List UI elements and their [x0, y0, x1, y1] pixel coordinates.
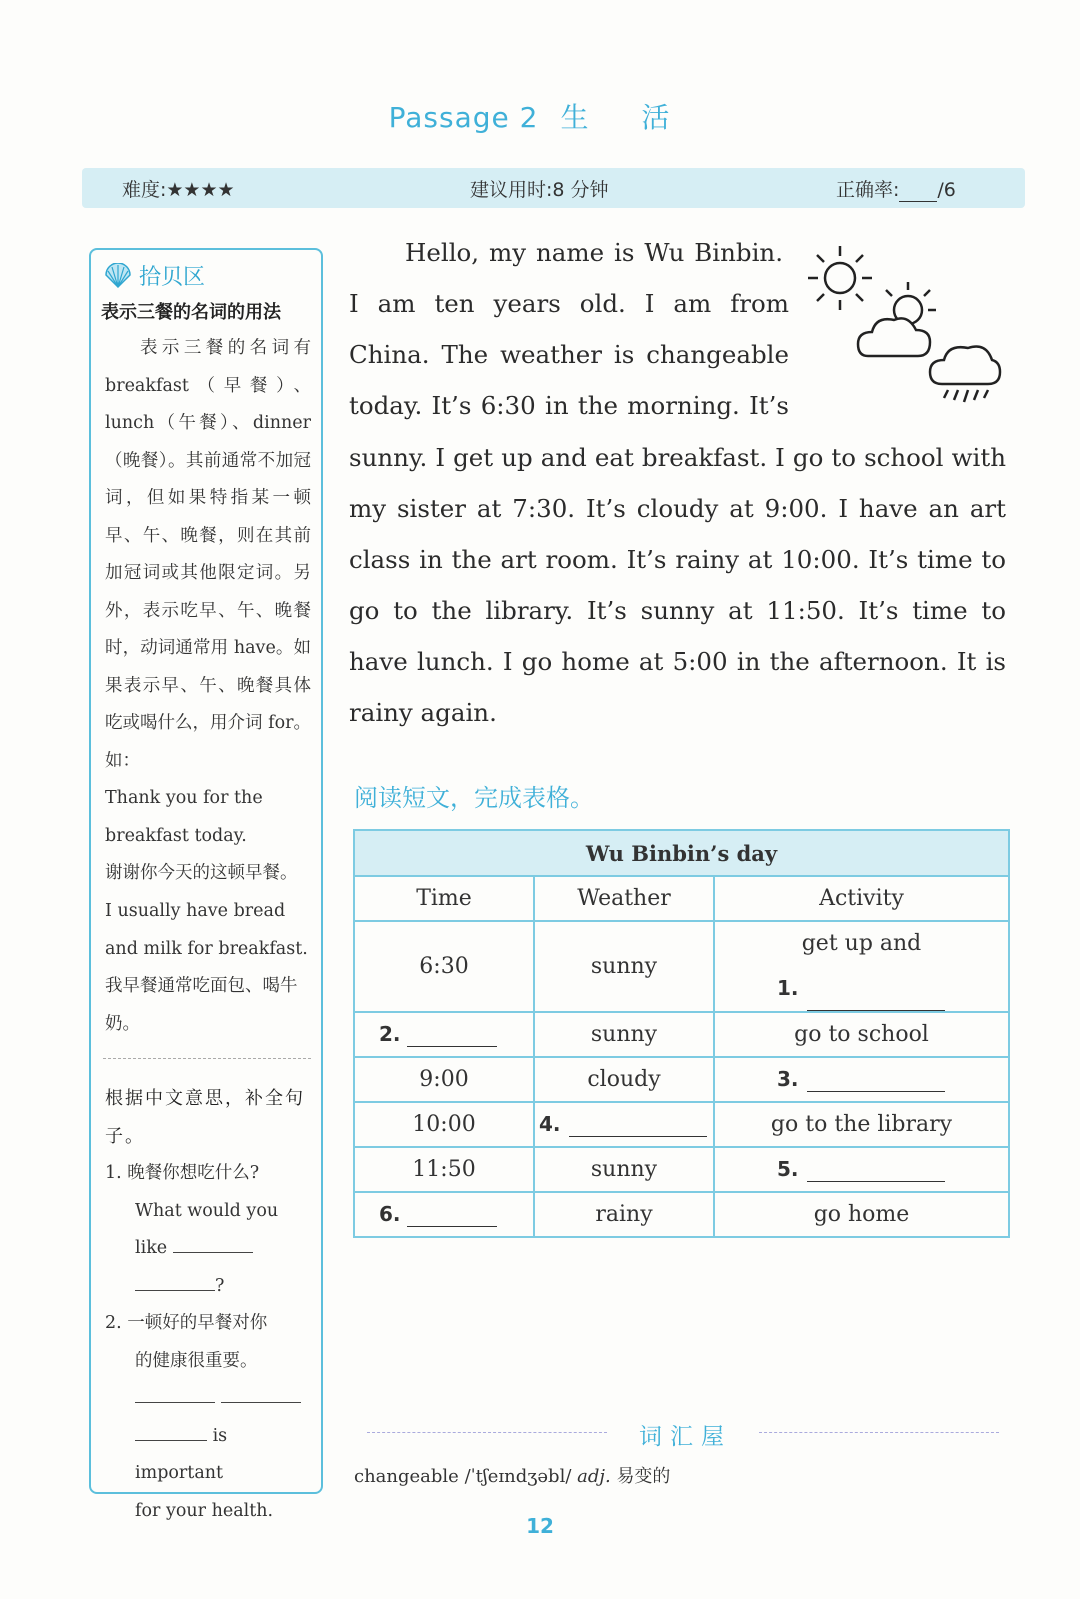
table-caption-row	[354, 830, 1009, 876]
vocab-pos: adj.	[577, 1466, 611, 1487]
blank-number-6: 6.	[379, 1202, 401, 1226]
cell-weather: sunny	[534, 921, 714, 1012]
q1-blank-2[interactable]	[135, 1271, 215, 1291]
sidebar-header	[103, 260, 205, 291]
cell-time	[354, 1192, 534, 1237]
q1-end-line	[105, 1268, 315, 1306]
blank-number-1: 1.	[777, 976, 799, 1000]
q1-cn: 1. 晚餐你想吃什么?	[105, 1163, 260, 1183]
cell-activity	[714, 921, 1009, 1012]
accuracy-field	[836, 175, 956, 202]
accuracy-label: 正确率:	[836, 178, 900, 201]
cell-weather: rainy	[534, 1192, 714, 1237]
cell-time: 11:50	[354, 1147, 534, 1192]
question-1	[105, 1155, 315, 1305]
cell-weather: sunny	[534, 1012, 714, 1057]
q2-en-b: for your health.	[135, 1500, 274, 1521]
q1-end: ?	[215, 1275, 225, 1296]
q2-cn-b: 的健康很重要。	[135, 1350, 258, 1371]
page-number: 12	[526, 1514, 554, 1538]
q1-en-a: What would you	[135, 1200, 279, 1221]
passage-line-5: sunny. I get up and eat breakfast. I go to school with	[349, 443, 1006, 472]
exercise-title: 根据中文意思，补全句子。	[105, 1088, 305, 1147]
sun-icon	[808, 246, 872, 310]
answer-blank-4[interactable]	[569, 1117, 707, 1137]
cell-weather: sunny	[534, 1147, 714, 1192]
accuracy-total: /6	[937, 178, 956, 201]
vocab-divider-left	[367, 1432, 607, 1433]
passage-line-6: my sister at 7:30. It’s cloudy at 9:00. I have an art	[349, 494, 1006, 523]
table-header-row	[354, 876, 1009, 921]
example-2-en: I usually have bread and milk for breakfast.	[105, 901, 308, 959]
suggested-time: 建议用时:8 分钟	[470, 178, 609, 201]
cell-time: 9:00	[354, 1057, 534, 1102]
tips-sidebar	[89, 248, 323, 1521]
info-bar	[82, 168, 1025, 208]
vocab-header	[367, 1418, 1007, 1448]
activity-blank-line	[715, 966, 1008, 1011]
accuracy-blank[interactable]	[899, 184, 937, 202]
passage-line-2: I am ten years old. I am from	[349, 289, 789, 318]
blank-number-2: 2.	[379, 1022, 401, 1046]
sidebar-divider	[103, 1058, 311, 1059]
header-time: Time	[354, 876, 534, 921]
cell-weather	[534, 1102, 714, 1147]
daily-schedule-table	[353, 829, 1010, 1238]
passage-line-4: today. It’s 6:30 in the morning. It’s	[349, 391, 789, 420]
task-instruction: 阅读短文，完成表格。	[354, 784, 594, 812]
answer-blank-2[interactable]	[407, 1027, 497, 1047]
sidebar-body: 表示三餐的名词有 breakfast（早餐）、lunch（午餐）、dinner（晚餐）。其前通常不加冠词，但如果特指某一顿早、午、晚餐，则在其前加冠词或其他限定词。另外，表示吃早、午、晚餐时，动词通常用 have。如果表示早、午、晚餐具体吃或喝什么，用介词 for。如：	[105, 338, 311, 771]
header-weather: Weather	[534, 876, 714, 921]
table-row	[354, 921, 1009, 1012]
answer-blank-1[interactable]	[807, 991, 945, 1011]
rain-cloud-icon	[930, 347, 1000, 403]
answer-blank-3[interactable]	[807, 1072, 945, 1092]
table-row	[354, 1012, 1009, 1057]
passage-title	[0, 96, 1080, 136]
header-activity: Activity	[714, 876, 1009, 921]
passage-line-8: go to the library. It’s sunny at 11:50. It’s time to	[349, 596, 1006, 625]
q1-en-b: like	[135, 1238, 168, 1258]
vocab-word: changeable	[354, 1466, 459, 1487]
difficulty-label: 难度:★★★★	[122, 178, 235, 201]
passage-line-7: class in the art room. It’s rainy at 10:00. It’s time to	[349, 545, 1006, 574]
cell-time: 6:30	[354, 921, 534, 1012]
question-2	[105, 1305, 315, 1530]
weather-illustration	[800, 238, 1010, 413]
cell-activity: go home	[714, 1192, 1009, 1237]
cell-activity: go to the library	[714, 1102, 1009, 1147]
vocab-meaning: 易变的	[616, 1466, 671, 1487]
table-row	[354, 1147, 1009, 1192]
passage-topic: 生 活	[560, 101, 692, 134]
passage-line-1: Hello, my name is Wu Binbin.	[405, 238, 783, 267]
q2-blank-3[interactable]	[135, 1421, 207, 1441]
table-row	[354, 1057, 1009, 1102]
passage-label: Passage 2	[388, 101, 539, 134]
q2-blanks-line	[105, 1380, 315, 1418]
passage-line-3: China. The weather is changeable	[349, 340, 789, 369]
q1-blank-1[interactable]	[173, 1233, 253, 1253]
passage-line-10: rainy again.	[349, 698, 497, 727]
cell-weather: cloudy	[534, 1057, 714, 1102]
cloudy-sun-icon	[858, 282, 936, 356]
table-row	[354, 1102, 1009, 1147]
answer-blank-6[interactable]	[407, 1207, 497, 1227]
example-1-cn: 谢谢你今天的这顿早餐。	[105, 863, 298, 883]
vocab-title: 词汇屋	[639, 1424, 732, 1450]
vocab-phonetic: /ˈtʃeɪndʒəbl/	[464, 1466, 572, 1487]
q2-cn-a: 2. 一顿好的早餐对你	[105, 1313, 268, 1333]
cell-activity	[714, 1057, 1009, 1102]
cell-time	[354, 1012, 534, 1057]
answer-blank-5[interactable]	[807, 1162, 945, 1182]
cell-time: 10:00	[354, 1102, 534, 1147]
q1-en-b-line	[105, 1230, 315, 1268]
cell-activity: go to school	[714, 1012, 1009, 1057]
blank-number-5: 5.	[777, 1157, 799, 1181]
example-2-cn: 我早餐通常吃面包、喝牛奶。	[105, 976, 298, 1034]
sidebar-subtitle: 表示三餐的名词的用法	[101, 302, 281, 323]
table-caption: Wu Binbin’s day	[354, 830, 1009, 876]
blank-number-4: 4.	[539, 1112, 561, 1136]
sidebar-title: 拾贝区	[139, 265, 206, 290]
cell-activity	[714, 1147, 1009, 1192]
q2-en-a-line	[105, 1418, 315, 1493]
shell-icon	[103, 263, 133, 289]
blank-number-3: 3.	[777, 1067, 799, 1091]
vocab-entry	[354, 1462, 670, 1488]
q2-blank-2[interactable]	[221, 1383, 301, 1403]
table-row	[354, 1192, 1009, 1237]
q2-blank-1[interactable]	[135, 1383, 215, 1403]
vocab-divider-right	[759, 1432, 999, 1433]
q2-en-a: is important	[135, 1425, 228, 1483]
example-1-en: Thank you for the breakfast today.	[105, 788, 263, 846]
activity-text: get up and	[801, 931, 922, 956]
passage-line-9: have lunch. I go home at 5:00 in the afternoon. It is	[349, 647, 1006, 676]
